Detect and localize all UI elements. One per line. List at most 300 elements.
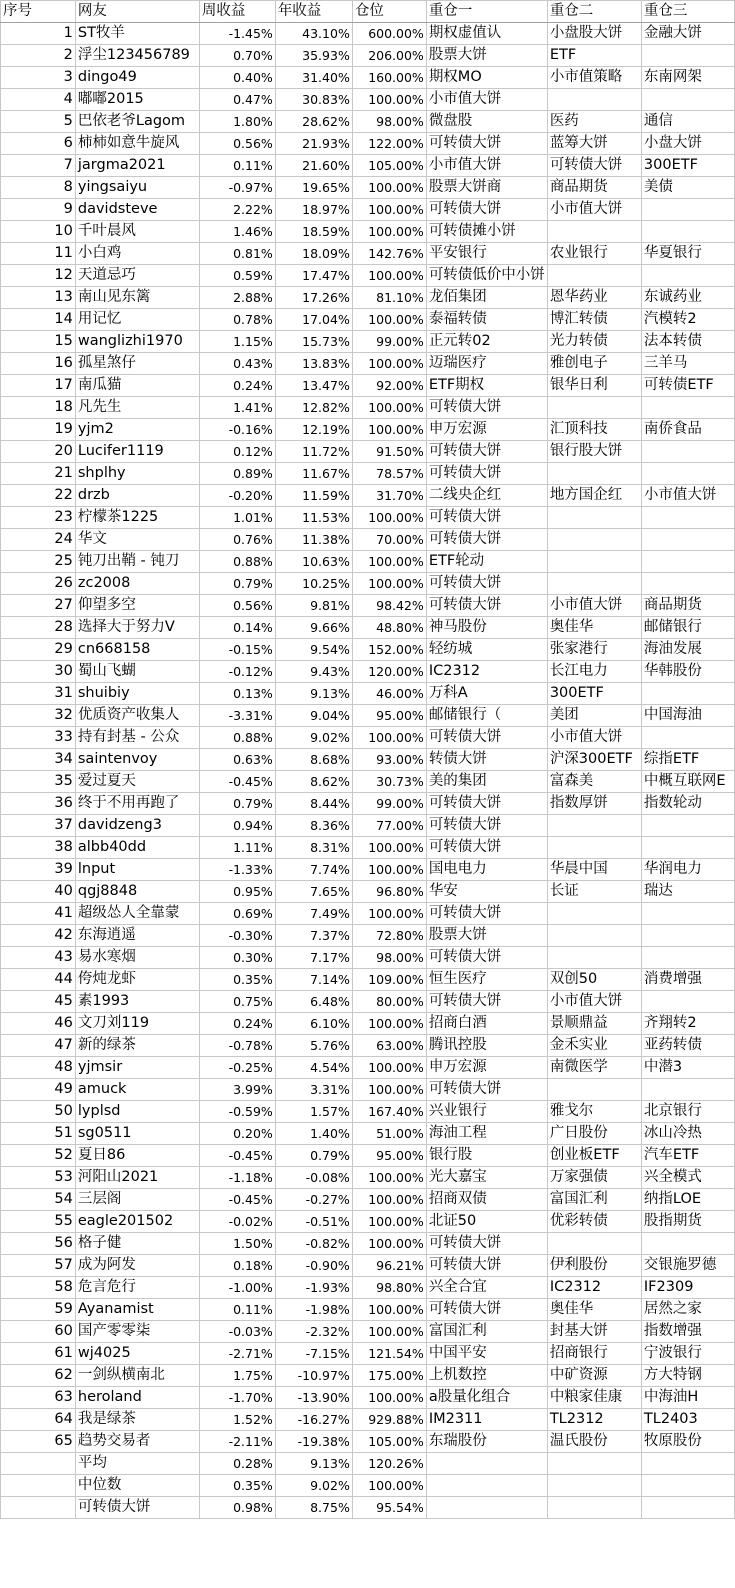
cell-user[interactable]: 小白鸡 [75, 243, 199, 265]
cell-holding-3[interactable]: 海油发展 [641, 639, 734, 661]
cell-index[interactable]: 55 [1, 1211, 76, 1233]
cell-holding-2[interactable]: 创业板ETF [547, 1145, 641, 1167]
cell-holding-2[interactable]: 小市值大饼 [547, 595, 641, 617]
cell-holding-1[interactable]: 恒生医疗 [426, 969, 547, 991]
cell-holding-1[interactable]: 神马股份 [426, 617, 547, 639]
cell-index[interactable]: 54 [1, 1189, 76, 1211]
cell-weekly-return[interactable]: -1.70% [199, 1387, 275, 1409]
cell-annual-return[interactable]: 21.93% [275, 133, 352, 155]
cell-position[interactable]: 100.00% [352, 1387, 426, 1409]
cell-annual-return[interactable]: 7.37% [275, 925, 352, 947]
cell-position[interactable]: 100.00% [352, 1321, 426, 1343]
cell-position[interactable]: 70.00% [352, 529, 426, 551]
cell-annual-return[interactable]: 19.65% [275, 177, 352, 199]
cell-position[interactable]: 93.00% [352, 749, 426, 771]
cell-holding-2[interactable]: 长江电力 [547, 661, 641, 683]
cell-weekly-return[interactable]: -0.45% [199, 771, 275, 793]
cell-holding-1[interactable]: 平安银行 [426, 243, 547, 265]
cell-holding-3[interactable] [641, 1079, 734, 1101]
cell-index[interactable]: 35 [1, 771, 76, 793]
cell-index[interactable]: 56 [1, 1233, 76, 1255]
cell-weekly-return[interactable]: 0.79% [199, 573, 275, 595]
cell-holding-3[interactable]: 法本转债 [641, 331, 734, 353]
cell-index[interactable]: 49 [1, 1079, 76, 1101]
cell-holding-2[interactable] [547, 265, 641, 287]
cell-holding-3[interactable]: 商品期货 [641, 595, 734, 617]
cell-user[interactable]: 平均 [75, 1453, 199, 1475]
cell-position[interactable]: 100.00% [352, 1475, 426, 1497]
cell-holding-3[interactable] [641, 925, 734, 947]
cell-holding-3[interactable]: 北京银行 [641, 1101, 734, 1123]
cell-user[interactable]: 我是绿茶 [75, 1409, 199, 1431]
cell-user[interactable]: 夏日86 [75, 1145, 199, 1167]
cell-holding-1[interactable]: 微盘股 [426, 111, 547, 133]
cell-holding-2[interactable]: 景顺鼎益 [547, 1013, 641, 1035]
cell-position[interactable]: 100.00% [352, 573, 426, 595]
cell-user[interactable]: 终于不用再跑了 [75, 793, 199, 815]
cell-holding-2[interactable]: 招商银行 [547, 1343, 641, 1365]
cell-index[interactable] [1, 1497, 76, 1519]
cell-weekly-return[interactable]: 0.63% [199, 749, 275, 771]
cell-user[interactable]: cn668158 [75, 639, 199, 661]
cell-holding-3[interactable]: 美债 [641, 177, 734, 199]
cell-holding-3[interactable]: TL2403 [641, 1409, 734, 1431]
cell-annual-return[interactable]: 8.62% [275, 771, 352, 793]
cell-position[interactable]: 72.80% [352, 925, 426, 947]
cell-user[interactable]: 蜀山飞蝴 [75, 661, 199, 683]
cell-user[interactable]: saintenvoy [75, 749, 199, 771]
header-cell-holding-1[interactable]: 重仓一 [426, 1, 547, 23]
cell-holding-2[interactable]: 中粮家佳康 [547, 1387, 641, 1409]
cell-holding-1[interactable]: 招商双债 [426, 1189, 547, 1211]
header-cell-position[interactable]: 仓位 [352, 1, 426, 23]
cell-holding-3[interactable] [641, 573, 734, 595]
cell-weekly-return[interactable]: -0.16% [199, 419, 275, 441]
cell-index[interactable]: 10 [1, 221, 76, 243]
cell-holding-1[interactable] [426, 1497, 547, 1519]
cell-holding-1[interactable]: 正元转02 [426, 331, 547, 353]
cell-user[interactable]: Ayanamist [75, 1299, 199, 1321]
cell-holding-1[interactable]: 华安 [426, 881, 547, 903]
header-cell-holding-2[interactable]: 重仓二 [547, 1, 641, 23]
cell-holding-1[interactable]: 北证50 [426, 1211, 547, 1233]
cell-index[interactable]: 26 [1, 573, 76, 595]
cell-weekly-return[interactable]: 0.24% [199, 1013, 275, 1035]
cell-user[interactable]: zc2008 [75, 573, 199, 595]
cell-annual-return[interactable]: 31.40% [275, 67, 352, 89]
cell-annual-return[interactable]: 9.04% [275, 705, 352, 727]
cell-weekly-return[interactable]: 0.98% [199, 1497, 275, 1519]
cell-annual-return[interactable]: 18.59% [275, 221, 352, 243]
cell-user[interactable]: 新的绿茶 [75, 1035, 199, 1057]
cell-index[interactable]: 32 [1, 705, 76, 727]
cell-position[interactable]: 122.00% [352, 133, 426, 155]
cell-holding-1[interactable]: 可转债大饼 [426, 1255, 547, 1277]
cell-user[interactable]: amuck [75, 1079, 199, 1101]
cell-holding-2[interactable]: 长证 [547, 881, 641, 903]
cell-weekly-return[interactable]: 0.40% [199, 67, 275, 89]
cell-position[interactable]: 96.80% [352, 881, 426, 903]
cell-holding-3[interactable]: 华润电力 [641, 859, 734, 881]
cell-holding-1[interactable]: ETF期权 [426, 375, 547, 397]
cell-holding-1[interactable]: 可转债大饼 [426, 903, 547, 925]
cell-weekly-return[interactable]: 1.15% [199, 331, 275, 353]
cell-annual-return[interactable]: 9.02% [275, 1475, 352, 1497]
cell-index[interactable]: 21 [1, 463, 76, 485]
cell-holding-1[interactable]: 龙佰集团 [426, 287, 547, 309]
cell-holding-3[interactable]: 瑞达 [641, 881, 734, 903]
cell-holding-1[interactable]: 迈瑞医疗 [426, 353, 547, 375]
cell-annual-return[interactable]: 17.47% [275, 265, 352, 287]
cell-index[interactable]: 60 [1, 1321, 76, 1343]
cell-annual-return[interactable]: 9.13% [275, 683, 352, 705]
cell-holding-2[interactable]: 奥佳华 [547, 1299, 641, 1321]
cell-annual-return[interactable]: 17.26% [275, 287, 352, 309]
cell-position[interactable]: 100.00% [352, 727, 426, 749]
cell-holding-1[interactable]: 东瑞股份 [426, 1431, 547, 1453]
cell-holding-3[interactable] [641, 199, 734, 221]
cell-weekly-return[interactable]: -3.31% [199, 705, 275, 727]
cell-user[interactable]: shplhy [75, 463, 199, 485]
cell-holding-1[interactable]: 可转债大饼 [426, 837, 547, 859]
cell-holding-3[interactable] [641, 683, 734, 705]
cell-user[interactable]: shuibiy [75, 683, 199, 705]
cell-holding-3[interactable] [641, 991, 734, 1013]
cell-annual-return[interactable]: -1.98% [275, 1299, 352, 1321]
cell-holding-2[interactable]: 小市值大饼 [547, 727, 641, 749]
cell-weekly-return[interactable]: 0.79% [199, 793, 275, 815]
cell-position[interactable]: 92.00% [352, 375, 426, 397]
cell-holding-3[interactable]: 300ETF [641, 155, 734, 177]
cell-weekly-return[interactable]: 0.88% [199, 727, 275, 749]
cell-annual-return[interactable]: 8.44% [275, 793, 352, 815]
cell-weekly-return[interactable]: 1.52% [199, 1409, 275, 1431]
cell-weekly-return[interactable]: 1.01% [199, 507, 275, 529]
cell-holding-1[interactable]: 可转债大饼 [426, 1299, 547, 1321]
cell-holding-1[interactable]: 银行股 [426, 1145, 547, 1167]
cell-holding-1[interactable] [426, 1453, 547, 1475]
cell-holding-1[interactable]: 期权MO [426, 67, 547, 89]
cell-weekly-return[interactable]: 0.14% [199, 617, 275, 639]
cell-weekly-return[interactable]: 0.70% [199, 45, 275, 67]
cell-annual-return[interactable]: 4.54% [275, 1057, 352, 1079]
cell-user[interactable]: davidsteve [75, 199, 199, 221]
cell-index[interactable]: 20 [1, 441, 76, 463]
cell-user[interactable]: jargma2021 [75, 155, 199, 177]
cell-holding-3[interactable]: 中国海油 [641, 705, 734, 727]
cell-position[interactable]: 51.00% [352, 1123, 426, 1145]
cell-weekly-return[interactable]: 0.11% [199, 1299, 275, 1321]
cell-index[interactable]: 45 [1, 991, 76, 1013]
cell-holding-1[interactable]: IC2312 [426, 661, 547, 683]
cell-annual-return[interactable]: 9.02% [275, 727, 352, 749]
cell-holding-1[interactable]: 可转债大饼 [426, 463, 547, 485]
cell-holding-3[interactable]: 东南网架 [641, 67, 734, 89]
cell-position[interactable]: 98.42% [352, 595, 426, 617]
cell-weekly-return[interactable]: 0.95% [199, 881, 275, 903]
cell-position[interactable]: 95.54% [352, 1497, 426, 1519]
cell-holding-2[interactable]: TL2312 [547, 1409, 641, 1431]
cell-position[interactable]: 175.00% [352, 1365, 426, 1387]
cell-holding-1[interactable]: 海油工程 [426, 1123, 547, 1145]
cell-holding-3[interactable] [641, 837, 734, 859]
cell-annual-return[interactable]: 8.36% [275, 815, 352, 837]
cell-annual-return[interactable]: 11.38% [275, 529, 352, 551]
cell-user[interactable]: 一剑纵横南北 [75, 1365, 199, 1387]
cell-holding-2[interactable]: 农业银行 [547, 243, 641, 265]
cell-annual-return[interactable]: -0.08% [275, 1167, 352, 1189]
cell-holding-2[interactable]: IC2312 [547, 1277, 641, 1299]
cell-index[interactable]: 9 [1, 199, 76, 221]
cell-index[interactable]: 59 [1, 1299, 76, 1321]
cell-holding-2[interactable]: 雅创电子 [547, 353, 641, 375]
cell-weekly-return[interactable]: -0.02% [199, 1211, 275, 1233]
cell-index[interactable]: 11 [1, 243, 76, 265]
cell-index[interactable]: 50 [1, 1101, 76, 1123]
cell-holding-1[interactable]: a股量化组合 [426, 1387, 547, 1409]
cell-index[interactable]: 37 [1, 815, 76, 837]
cell-user[interactable]: albb40dd [75, 837, 199, 859]
cell-user[interactable]: 千叶晨风 [75, 221, 199, 243]
cell-holding-3[interactable]: 指数增强 [641, 1321, 734, 1343]
cell-position[interactable]: 100.00% [352, 837, 426, 859]
cell-holding-1[interactable]: ETF轮动 [426, 551, 547, 573]
cell-holding-2[interactable]: 恩华药业 [547, 287, 641, 309]
cell-holding-3[interactable]: 居然之家 [641, 1299, 734, 1321]
cell-user[interactable]: lyplsd [75, 1101, 199, 1123]
cell-annual-return[interactable]: 11.67% [275, 463, 352, 485]
cell-annual-return[interactable]: 28.62% [275, 111, 352, 133]
cell-holding-1[interactable]: 兴业银行 [426, 1101, 547, 1123]
cell-index[interactable]: 51 [1, 1123, 76, 1145]
cell-user[interactable]: 持有封基 - 公众 [75, 727, 199, 749]
cell-weekly-return[interactable]: -0.97% [199, 177, 275, 199]
cell-annual-return[interactable]: 7.14% [275, 969, 352, 991]
cell-holding-3[interactable] [641, 727, 734, 749]
cell-holding-2[interactable] [547, 507, 641, 529]
cell-holding-3[interactable]: 汽模转2 [641, 309, 734, 331]
cell-weekly-return[interactable]: 0.89% [199, 463, 275, 485]
cell-index[interactable]: 31 [1, 683, 76, 705]
cell-position[interactable]: 100.00% [352, 419, 426, 441]
cell-position[interactable]: 100.00% [352, 1079, 426, 1101]
cell-position[interactable]: 100.00% [352, 397, 426, 419]
cell-holding-1[interactable]: 万科A [426, 683, 547, 705]
cell-holding-3[interactable]: 冰山冷热 [641, 1123, 734, 1145]
cell-holding-3[interactable] [641, 397, 734, 419]
cell-index[interactable]: 46 [1, 1013, 76, 1035]
cell-holding-3[interactable]: 小盘大饼 [641, 133, 734, 155]
cell-weekly-return[interactable]: -1.45% [199, 23, 275, 45]
cell-annual-return[interactable]: 13.83% [275, 353, 352, 375]
cell-annual-return[interactable]: 12.82% [275, 397, 352, 419]
cell-annual-return[interactable]: 30.83% [275, 89, 352, 111]
cell-holding-3[interactable]: 中潜3 [641, 1057, 734, 1079]
cell-holding-1[interactable]: 可转债大饼 [426, 573, 547, 595]
cell-weekly-return[interactable]: -0.15% [199, 639, 275, 661]
cell-weekly-return[interactable]: 0.30% [199, 947, 275, 969]
cell-holding-3[interactable] [641, 463, 734, 485]
cell-holding-2[interactable]: 光力转债 [547, 331, 641, 353]
cell-holding-3[interactable]: 邮储银行 [641, 617, 734, 639]
cell-holding-3[interactable]: 中概互联网E [641, 771, 734, 793]
header-cell-holding-3[interactable]: 重仓三 [641, 1, 734, 23]
cell-index[interactable]: 62 [1, 1365, 76, 1387]
cell-holding-3[interactable]: 可转债ETF [641, 375, 734, 397]
cell-weekly-return[interactable]: -2.71% [199, 1343, 275, 1365]
cell-user[interactable]: 嘟嘟2015 [75, 89, 199, 111]
cell-index[interactable]: 63 [1, 1387, 76, 1409]
cell-user[interactable]: Lucifer1119 [75, 441, 199, 463]
cell-annual-return[interactable]: 11.59% [275, 485, 352, 507]
cell-holding-2[interactable] [547, 815, 641, 837]
cell-holding-3[interactable]: 交银施罗德 [641, 1255, 734, 1277]
cell-holding-2[interactable]: 华晨中国 [547, 859, 641, 881]
cell-position[interactable]: 100.00% [352, 353, 426, 375]
cell-user[interactable]: 中位数 [75, 1475, 199, 1497]
cell-holding-1[interactable]: 可转债大饼 [426, 507, 547, 529]
cell-user[interactable]: 三层阁 [75, 1189, 199, 1211]
cell-holding-2[interactable]: 广日股份 [547, 1123, 641, 1145]
cell-weekly-return[interactable]: 0.20% [199, 1123, 275, 1145]
cell-position[interactable]: 100.00% [352, 177, 426, 199]
cell-position[interactable]: 91.50% [352, 441, 426, 463]
cell-user[interactable]: 孤星煞仔 [75, 353, 199, 375]
cell-index[interactable]: 14 [1, 309, 76, 331]
cell-position[interactable]: 600.00% [352, 23, 426, 45]
cell-user[interactable]: 成为阿发 [75, 1255, 199, 1277]
cell-user[interactable]: 南瓜猫 [75, 375, 199, 397]
cell-holding-1[interactable]: 小市值大饼 [426, 89, 547, 111]
cell-index[interactable]: 3 [1, 67, 76, 89]
cell-holding-1[interactable]: 可转债大饼 [426, 727, 547, 749]
cell-annual-return[interactable]: 7.49% [275, 903, 352, 925]
cell-holding-2[interactable] [547, 903, 641, 925]
cell-weekly-return[interactable]: 0.88% [199, 551, 275, 573]
cell-user[interactable]: 选择大于努力V [75, 617, 199, 639]
cell-index[interactable]: 18 [1, 397, 76, 419]
cell-holding-2[interactable]: 蓝筹大饼 [547, 133, 641, 155]
cell-index[interactable]: 43 [1, 947, 76, 969]
cell-holding-2[interactable]: 伊利股份 [547, 1255, 641, 1277]
cell-holding-3[interactable]: 股指期货 [641, 1211, 734, 1233]
cell-user[interactable]: davidzeng3 [75, 815, 199, 837]
header-cell-user[interactable]: 网友 [75, 1, 199, 23]
cell-holding-3[interactable] [641, 45, 734, 67]
cell-holding-3[interactable] [641, 529, 734, 551]
cell-holding-2[interactable]: 中矿资源 [547, 1365, 641, 1387]
cell-index[interactable]: 22 [1, 485, 76, 507]
cell-holding-2[interactable]: 医药 [547, 111, 641, 133]
cell-holding-2[interactable]: 富森美 [547, 771, 641, 793]
cell-index[interactable]: 52 [1, 1145, 76, 1167]
cell-index[interactable]: 25 [1, 551, 76, 573]
cell-index[interactable]: 4 [1, 89, 76, 111]
cell-user[interactable]: 浮尘123456789 [75, 45, 199, 67]
cell-index[interactable]: 44 [1, 969, 76, 991]
cell-position[interactable]: 100.00% [352, 1299, 426, 1321]
cell-index[interactable]: 58 [1, 1277, 76, 1299]
cell-annual-return[interactable]: 13.47% [275, 375, 352, 397]
cell-index[interactable] [1, 1453, 76, 1475]
cell-weekly-return[interactable]: 0.76% [199, 529, 275, 551]
cell-annual-return[interactable]: 1.40% [275, 1123, 352, 1145]
cell-holding-2[interactable]: 指数厚饼 [547, 793, 641, 815]
cell-weekly-return[interactable]: 0.59% [199, 265, 275, 287]
cell-holding-3[interactable]: 牧原股份 [641, 1431, 734, 1453]
cell-position[interactable]: 98.00% [352, 947, 426, 969]
cell-index[interactable]: 48 [1, 1057, 76, 1079]
cell-holding-1[interactable]: 美的集团 [426, 771, 547, 793]
cell-index[interactable]: 5 [1, 111, 76, 133]
cell-position[interactable]: 98.80% [352, 1277, 426, 1299]
cell-annual-return[interactable]: -0.82% [275, 1233, 352, 1255]
cell-position[interactable]: 96.21% [352, 1255, 426, 1277]
cell-weekly-return[interactable]: -2.11% [199, 1431, 275, 1453]
cell-annual-return[interactable]: 6.48% [275, 991, 352, 1013]
cell-weekly-return[interactable]: -0.12% [199, 661, 275, 683]
cell-holding-1[interactable]: 可转债大饼 [426, 133, 547, 155]
header-cell-annual-return[interactable]: 年收益 [275, 1, 352, 23]
cell-weekly-return[interactable]: 2.22% [199, 199, 275, 221]
cell-position[interactable]: 78.57% [352, 463, 426, 485]
cell-holding-1[interactable]: 可转债大饼 [426, 1079, 547, 1101]
cell-holding-2[interactable] [547, 89, 641, 111]
cell-holding-2[interactable]: 小市值大饼 [547, 991, 641, 1013]
cell-holding-3[interactable]: 兴全模式 [641, 1167, 734, 1189]
cell-annual-return[interactable]: 11.72% [275, 441, 352, 463]
cell-user[interactable]: drzb [75, 485, 199, 507]
cell-holding-2[interactable]: 小市值大饼 [547, 199, 641, 221]
cell-annual-return[interactable]: 9.43% [275, 661, 352, 683]
cell-annual-return[interactable]: 7.74% [275, 859, 352, 881]
cell-annual-return[interactable]: 12.19% [275, 419, 352, 441]
cell-position[interactable]: 120.00% [352, 661, 426, 683]
cell-position[interactable]: 100.00% [352, 1167, 426, 1189]
cell-annual-return[interactable]: -10.97% [275, 1365, 352, 1387]
cell-holding-2[interactable] [547, 1453, 641, 1475]
cell-user[interactable]: 爱过夏天 [75, 771, 199, 793]
header-cell-weekly-return[interactable]: 周收益 [199, 1, 275, 23]
cell-annual-return[interactable]: -0.27% [275, 1189, 352, 1211]
cell-holding-1[interactable]: 上机数控 [426, 1365, 547, 1387]
cell-user[interactable]: 国产零零柒 [75, 1321, 199, 1343]
cell-index[interactable]: 42 [1, 925, 76, 947]
cell-annual-return[interactable]: 43.10% [275, 23, 352, 45]
cell-index[interactable]: 38 [1, 837, 76, 859]
cell-weekly-return[interactable]: 0.35% [199, 1475, 275, 1497]
cell-user[interactable]: qgj8848 [75, 881, 199, 903]
cell-holding-1[interactable]: 招商白酒 [426, 1013, 547, 1035]
cell-weekly-return[interactable]: 0.78% [199, 309, 275, 331]
cell-user[interactable]: heroland [75, 1387, 199, 1409]
cell-index[interactable]: 15 [1, 331, 76, 353]
cell-annual-return[interactable]: 11.53% [275, 507, 352, 529]
cell-annual-return[interactable]: -0.51% [275, 1211, 352, 1233]
cell-position[interactable]: 100.00% [352, 1211, 426, 1233]
cell-annual-return[interactable]: -7.15% [275, 1343, 352, 1365]
cell-user[interactable]: 侉炖龙虾 [75, 969, 199, 991]
header-cell-index[interactable]: 序号 [1, 1, 76, 23]
cell-annual-return[interactable]: 7.17% [275, 947, 352, 969]
cell-holding-3[interactable]: 华韩股份 [641, 661, 734, 683]
cell-user[interactable]: 危言危行 [75, 1277, 199, 1299]
cell-holding-1[interactable]: 股票大饼商 [426, 177, 547, 199]
cell-holding-1[interactable]: 腾讯控股 [426, 1035, 547, 1057]
cell-position[interactable]: 105.00% [352, 155, 426, 177]
cell-holding-2[interactable]: 博汇转债 [547, 309, 641, 331]
cell-position[interactable]: 100.00% [352, 551, 426, 573]
